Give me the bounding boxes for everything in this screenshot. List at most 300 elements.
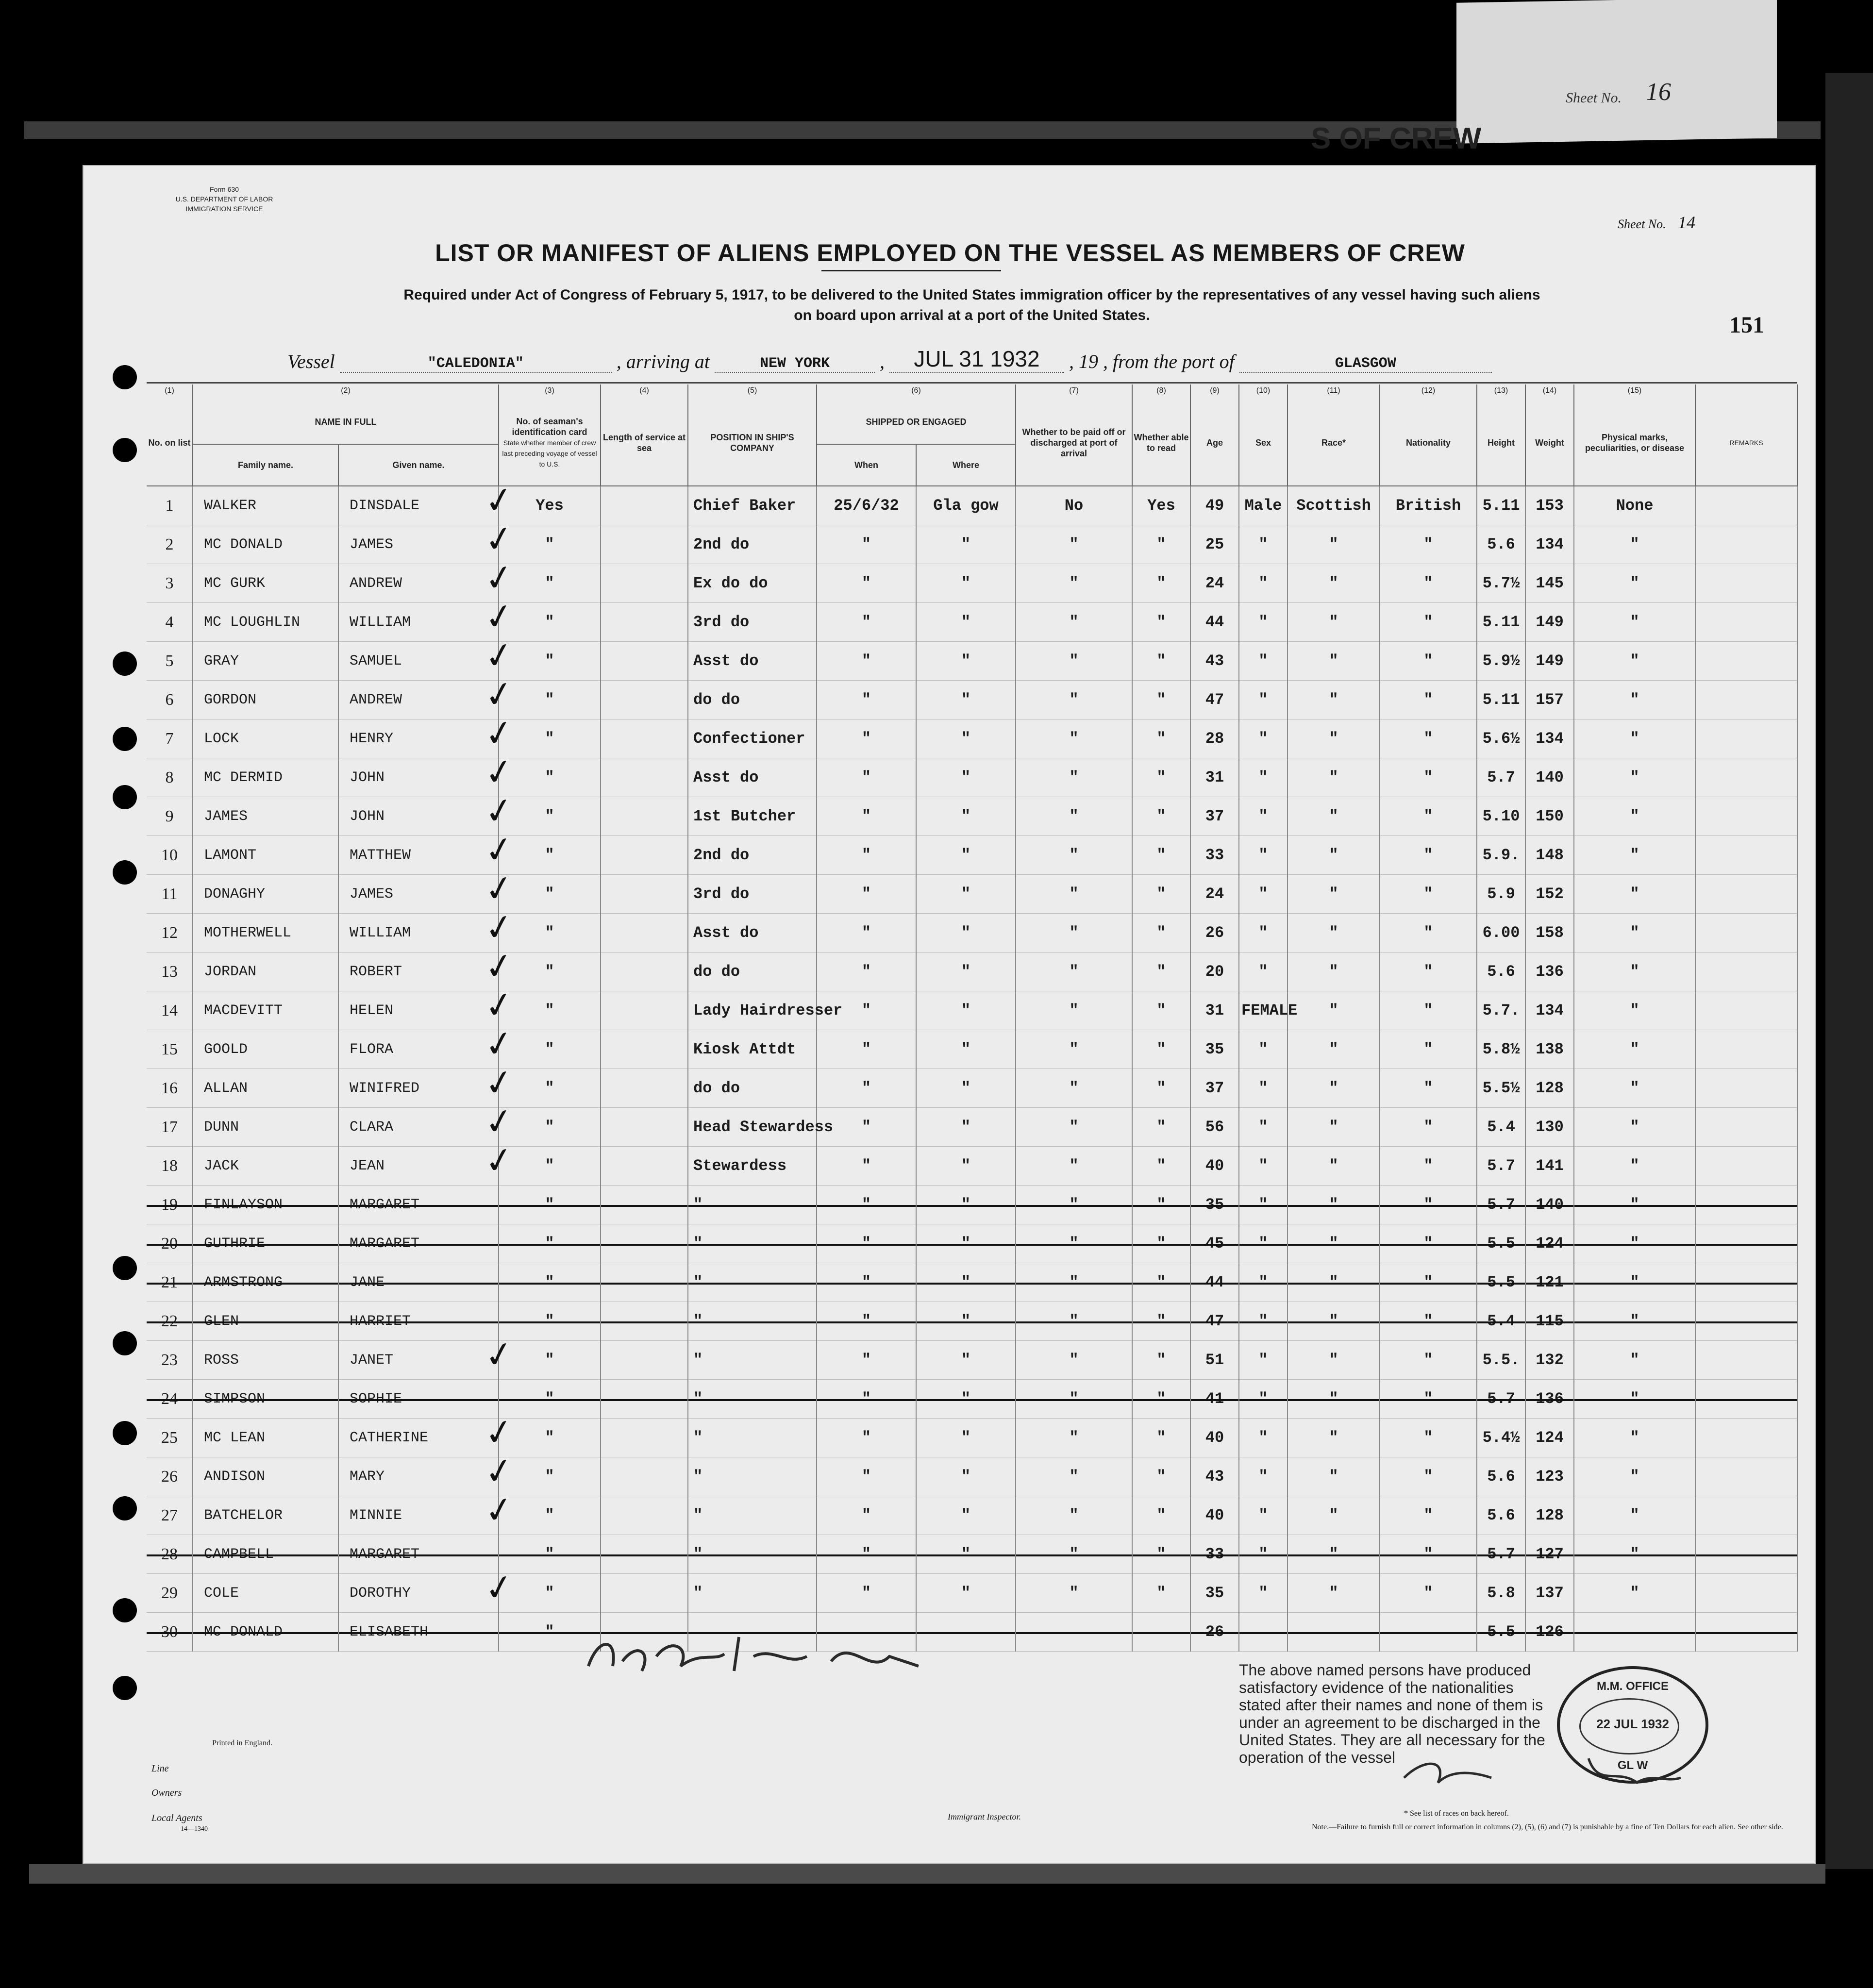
length-of-service-cell: [601, 952, 688, 991]
shipped-when-cell: ": [817, 914, 916, 952]
arrival-port: NEW YORK: [715, 355, 875, 373]
paid-off-cell: ": [1016, 1535, 1132, 1574]
shipped-when-cell: ": [817, 1341, 916, 1380]
shipped-when-cell: ": [817, 1302, 916, 1341]
table-row: [147, 1613, 1797, 1652]
length-of-service-cell: [601, 1574, 688, 1613]
family-name-cell: GOOLD: [193, 1030, 338, 1069]
age-cell: 43: [1190, 642, 1239, 681]
height-cell: 5.9½: [1477, 642, 1525, 681]
shipped-where-cell: ": [916, 952, 1016, 991]
physical-marks-cell: ": [1574, 836, 1695, 875]
age-cell: 35: [1190, 1574, 1239, 1613]
weight-cell: 148: [1525, 836, 1574, 875]
back-sheet-label: Sheet No.: [1566, 90, 1622, 106]
age-cell: 40: [1190, 1496, 1239, 1535]
seaman-card-cell: ": [499, 1186, 601, 1224]
race-cell: ": [1288, 1147, 1380, 1186]
seaman-card-cell: [481, 788, 601, 836]
header-position: POSITION IN SHIP'S COMPANY: [688, 400, 817, 486]
able-to-read-cell: ": [1132, 952, 1190, 991]
physical-marks-cell: ": [1574, 914, 1695, 952]
age-cell: 20: [1190, 952, 1239, 991]
background-strip: [29, 1864, 1825, 1884]
length-of-service-cell: [601, 1419, 688, 1457]
age-cell: 24: [1190, 875, 1239, 914]
row-number-cell: 17: [147, 1108, 193, 1147]
length-of-service-cell: [601, 1108, 688, 1147]
table-row: [147, 603, 1797, 642]
manifest-page: [83, 165, 1816, 1864]
physical-marks-cell: ": [1574, 1030, 1695, 1069]
physical-marks-cell: ": [1574, 758, 1695, 797]
checkmark-icon: ✓: [481, 827, 518, 872]
shipped-when-cell: ": [817, 564, 916, 603]
remarks-cell: [1695, 991, 1797, 1030]
sex-cell: Male: [1239, 486, 1288, 525]
physical-marks-cell: ": [1574, 1574, 1695, 1613]
race-cell: ": [1288, 1108, 1380, 1147]
checkmark-icon: ✓: [481, 904, 518, 950]
family-name-cell: MOTHERWELL: [193, 914, 338, 952]
shipped-where-cell: ": [916, 525, 1016, 564]
height-cell: 5.7: [1477, 1380, 1525, 1419]
paid-off-cell: ": [1016, 1496, 1132, 1535]
sex-cell: ": [1239, 1302, 1288, 1341]
weight-cell: 158: [1525, 914, 1574, 952]
seaman-card-title: No. of seaman's identification card: [512, 417, 587, 437]
punch-hole: [113, 365, 137, 389]
checkmark-icon: ✓: [481, 1487, 518, 1533]
header-length-of-service: Length of service at sea: [601, 400, 688, 486]
race-cell: ": [1288, 875, 1380, 914]
shipped-when-cell: ": [817, 603, 916, 642]
race-cell: ": [1288, 1535, 1380, 1574]
weight-cell: 138: [1525, 1030, 1574, 1069]
family-name-cell: JAMES: [193, 797, 338, 836]
paid-off-cell: ": [1016, 991, 1132, 1030]
header-weight: Weight: [1525, 400, 1574, 486]
header-race: Race*: [1288, 400, 1380, 486]
row-number-cell: 18: [147, 1147, 193, 1186]
given-name-cell: ELISABETH: [338, 1613, 499, 1652]
shipped-where-cell: Gla gow: [916, 486, 1016, 525]
weight-cell: 136: [1525, 952, 1574, 991]
height-cell: 5.4½: [1477, 1419, 1525, 1457]
family-name-cell: MC DONALD: [193, 1613, 338, 1652]
given-name-cell: JAMES: [338, 525, 499, 564]
sex-cell: ": [1239, 1574, 1288, 1613]
position-cell: ": [688, 1380, 817, 1419]
length-of-service-cell: [601, 1302, 688, 1341]
height-cell: 5.6: [1477, 525, 1525, 564]
length-of-service-cell: [601, 1380, 688, 1419]
able-to-read-cell: ": [1132, 719, 1190, 758]
paid-off-cell: ": [1016, 1302, 1132, 1341]
given-name-cell: JAMES: [338, 875, 499, 914]
age-cell: 45: [1190, 1224, 1239, 1263]
sheet-number: [1618, 212, 1695, 233]
position-cell: ": [688, 1263, 817, 1302]
remarks-cell: [1695, 525, 1797, 564]
remarks-cell: [1695, 1302, 1797, 1341]
paid-off-cell: ": [1016, 1108, 1132, 1147]
remarks-cell: [1695, 1069, 1797, 1108]
checkmark-icon: ✓: [481, 749, 518, 795]
weight-cell: 134: [1525, 991, 1574, 1030]
paid-off-cell: ": [1016, 1224, 1132, 1263]
shipped-where-cell: ": [916, 681, 1016, 719]
seaman-card-cell: [481, 1409, 601, 1457]
remarks-cell: [1695, 1457, 1797, 1496]
age-cell: 35: [1190, 1030, 1239, 1069]
position-cell: ": [688, 1457, 817, 1496]
paid-off-cell: ": [1016, 1263, 1132, 1302]
able-to-read-cell: ": [1132, 1302, 1190, 1341]
shipped-where-cell: ": [916, 836, 1016, 875]
remarks-cell: [1695, 1380, 1797, 1419]
arriving-label: , arriving at: [616, 351, 710, 372]
nationality-cell: ": [1380, 1069, 1477, 1108]
seaman-card-cell: [481, 477, 601, 525]
table-row: [147, 1186, 1797, 1224]
race-cell: ": [1288, 1380, 1380, 1419]
race-cell: ": [1288, 1419, 1380, 1457]
vessel-line: Vessel "CALEDONIA" , arriving at NEW YORK , JUL 31 1932 , 19 , from the port of GLASGOW: [287, 346, 1744, 373]
age-cell: 33: [1190, 1535, 1239, 1574]
remarks-cell: [1695, 1147, 1797, 1186]
col-num: (7): [1016, 384, 1132, 400]
table-row: [147, 1302, 1797, 1341]
physical-marks-cell: [1574, 1613, 1695, 1652]
punch-hole: [113, 1421, 137, 1445]
stamp-top-text: M.M. OFFICE: [1597, 1680, 1669, 1693]
checkmark-icon: ✓: [481, 1565, 518, 1610]
col-num: (5): [688, 384, 817, 400]
sex-cell: ": [1239, 642, 1288, 681]
checkmark-icon: ✓: [481, 516, 518, 562]
shipped-when-cell: ": [817, 1186, 916, 1224]
shipped-when-cell: ": [817, 836, 916, 875]
seaman-card-cell: ": [499, 1380, 601, 1419]
header-nationality: Nationality: [1380, 400, 1477, 486]
given-name-cell: DOROTHY: [338, 1574, 499, 1613]
page-subtitle: [317, 285, 1627, 326]
weight-cell: 126: [1525, 1613, 1574, 1652]
seaman-card-cell: [481, 749, 601, 797]
physical-marks-cell: ": [1574, 952, 1695, 991]
remarks-cell: [1695, 486, 1797, 525]
family-name-cell: LOCK: [193, 719, 338, 758]
given-name-cell: JOHN: [338, 758, 499, 797]
given-name-cell: MARY: [338, 1457, 499, 1496]
shipped-where-cell: ": [916, 642, 1016, 681]
shipped-when-cell: ": [817, 1069, 916, 1108]
length-of-service-cell: [601, 1224, 688, 1263]
seaman-card-cell: ": [499, 1613, 601, 1652]
race-cell: ": [1288, 1302, 1380, 1341]
given-name-cell: JOHN: [338, 797, 499, 836]
row-number-cell: 10: [147, 836, 193, 875]
sex-cell: ": [1239, 1457, 1288, 1496]
checkmark-icon: ✓: [481, 555, 518, 601]
paid-off-cell: ": [1016, 603, 1132, 642]
header-remarks: REMARKS: [1695, 400, 1797, 486]
able-to-read-cell: ": [1132, 603, 1190, 642]
col-num: (11): [1288, 384, 1380, 400]
paid-off-cell: No: [1016, 486, 1132, 525]
paid-off-cell: ": [1016, 719, 1132, 758]
able-to-read-cell: ": [1132, 836, 1190, 875]
column-header-row: [147, 400, 1797, 444]
nationality-cell: ": [1380, 952, 1477, 991]
remarks-cell: [1695, 719, 1797, 758]
row-number-cell: 11: [147, 875, 193, 914]
seaman-card-cell: [481, 1487, 601, 1535]
nationality-cell: ": [1380, 1457, 1477, 1496]
punch-hole: [113, 1676, 137, 1700]
header-height: Height: [1477, 400, 1525, 486]
header-paid-off: Whether to be paid off or discharged at port of arrival: [1016, 400, 1132, 486]
seaman-card-cell: [481, 943, 601, 991]
weight-cell: 127: [1525, 1535, 1574, 1574]
seaman-card-value: ": [545, 1040, 554, 1058]
length-of-service-cell: [601, 1069, 688, 1108]
column-number-row: [147, 384, 1797, 400]
family-name-cell: COLE: [193, 1574, 338, 1613]
weight-cell: 137: [1525, 1574, 1574, 1613]
family-name-cell: GRAY: [193, 642, 338, 681]
inspector-label: Immigrant Inspector.: [948, 1812, 1021, 1821]
age-cell: 37: [1190, 797, 1239, 836]
table-row: [147, 681, 1797, 719]
remarks-cell: [1695, 1108, 1797, 1147]
seaman-card-value: ": [545, 730, 554, 748]
penalty-note: Note.—Failure to furnish full or correct information in columns (2), (5), (6) and (7) is punishable by a fine of Ten Dollars for each alien. See other side.: [1312, 1823, 1783, 1831]
physical-marks-cell: ": [1574, 875, 1695, 914]
nationality-cell: ": [1380, 1263, 1477, 1302]
given-name-cell: JANET: [338, 1341, 499, 1380]
length-of-service-cell: [601, 1186, 688, 1224]
shipped-where-cell: ": [916, 1263, 1016, 1302]
header-able-to-read: Whether able to read: [1132, 400, 1190, 486]
given-name-cell: ANDREW: [338, 564, 499, 603]
inspector-signature: [579, 1608, 967, 1695]
family-name-cell: JACK: [193, 1147, 338, 1186]
nationality-cell: ": [1380, 603, 1477, 642]
weight-cell: 149: [1525, 642, 1574, 681]
shipped-when-cell: ": [817, 642, 916, 681]
position-cell: do do: [688, 681, 817, 719]
row-number-cell: 14: [147, 991, 193, 1030]
given-name-cell: DINSDALE: [338, 486, 499, 525]
race-cell: ": [1288, 1224, 1380, 1263]
sex-cell: ": [1239, 1341, 1288, 1380]
shipped-where-cell: ": [916, 1574, 1016, 1613]
subtitle-line-2: on board upon arrival at a port of the United States.: [794, 307, 1150, 323]
sex-cell: ": [1239, 1224, 1288, 1263]
nationality-cell: [1380, 1613, 1477, 1652]
position-cell: ": [688, 1419, 817, 1457]
height-cell: 5.5½: [1477, 1069, 1525, 1108]
physical-marks-cell: ": [1574, 1224, 1695, 1263]
race-cell: ": [1288, 952, 1380, 991]
seaman-card-value: ": [545, 885, 554, 903]
age-cell: 43: [1190, 1457, 1239, 1496]
col-num: (14): [1525, 384, 1574, 400]
nationality-cell: ": [1380, 797, 1477, 836]
row-number-cell: 22: [147, 1302, 193, 1341]
able-to-read-cell: ": [1132, 1263, 1190, 1302]
table-row: [147, 1263, 1797, 1302]
physical-marks-cell: ": [1574, 991, 1695, 1030]
race-cell: ": [1288, 564, 1380, 603]
remarks-cell: [1695, 1535, 1797, 1574]
sex-cell: ": [1239, 719, 1288, 758]
row-number-cell: 5: [147, 642, 193, 681]
table-row: [147, 1069, 1797, 1108]
header-no-on-list: No. on list: [147, 400, 193, 486]
stamp-bottom-text: GL W: [1617, 1759, 1648, 1772]
paid-off-cell: ": [1016, 564, 1132, 603]
nationality-cell: ": [1380, 1574, 1477, 1613]
able-to-read-cell: ": [1132, 875, 1190, 914]
paid-off-cell: ": [1016, 758, 1132, 797]
checkmark-icon: ✓: [481, 1332, 518, 1377]
given-name-cell: JANE: [338, 1263, 499, 1302]
shipped-when-cell: ": [817, 1496, 916, 1535]
seaman-card-cell: [481, 827, 601, 875]
height-cell: 5.6: [1477, 1457, 1525, 1496]
length-of-service-cell: [601, 875, 688, 914]
seaman-card-value: ": [545, 846, 554, 864]
family-name-cell: MC GURK: [193, 564, 338, 603]
row-number-cell: 8: [147, 758, 193, 797]
family-name-cell: LAMONT: [193, 836, 338, 875]
able-to-read-cell: [1132, 1613, 1190, 1652]
family-name-cell: CAMPBELL: [193, 1535, 338, 1574]
seaman-card-value: ": [545, 1118, 554, 1136]
nationality-cell: ": [1380, 719, 1477, 758]
table-row: [147, 642, 1797, 681]
shipped-where-cell: ": [916, 1108, 1016, 1147]
table-row: [147, 1535, 1797, 1574]
seaman-card-value: ": [545, 652, 554, 670]
paid-off-cell: [1016, 1613, 1132, 1652]
age-cell: 31: [1190, 991, 1239, 1030]
length-of-service-cell: [601, 603, 688, 642]
seaman-card-value: ": [545, 768, 554, 786]
nationality-cell: ": [1380, 1147, 1477, 1186]
table-row: [147, 1496, 1797, 1535]
physical-marks-cell: ": [1574, 642, 1695, 681]
seaman-card-value: ": [545, 1506, 554, 1524]
race-cell: ": [1288, 603, 1380, 642]
table-row: [147, 758, 1797, 797]
race-cell: ": [1288, 914, 1380, 952]
remarks-cell: [1695, 1574, 1797, 1613]
paid-off-cell: ": [1016, 1069, 1132, 1108]
agents-label: Local Agents: [151, 1813, 202, 1823]
position-cell: do do: [688, 1069, 817, 1108]
family-name-cell: GUTHRIE: [193, 1224, 338, 1263]
nationality-cell: ": [1380, 1535, 1477, 1574]
punch-hole: [113, 860, 137, 885]
checkmark-icon: ✓: [481, 710, 518, 756]
weight-cell: 157: [1525, 681, 1574, 719]
line-label: Line: [151, 1763, 169, 1774]
row-number-cell: 16: [147, 1069, 193, 1108]
header-when: When: [817, 444, 916, 486]
race-cell: ": [1288, 1030, 1380, 1069]
table-row: [147, 875, 1797, 914]
family-name-cell: ARMSTRONG: [193, 1263, 338, 1302]
nationality-cell: ": [1380, 1186, 1477, 1224]
nationality-cell: ": [1380, 1302, 1477, 1341]
physical-marks-cell: ": [1574, 797, 1695, 836]
height-cell: 5.5: [1477, 1224, 1525, 1263]
physical-marks-cell: ": [1574, 1457, 1695, 1496]
able-to-read-cell: ": [1132, 681, 1190, 719]
age-cell: 33: [1190, 836, 1239, 875]
shipped-where-cell: ": [916, 1186, 1016, 1224]
punch-hole: [113, 727, 137, 751]
able-to-read-cell: ": [1132, 642, 1190, 681]
family-name-cell: WALKER: [193, 486, 338, 525]
table-row: [147, 1147, 1797, 1186]
agents-code: 14—1340: [181, 1825, 208, 1833]
age-cell: 26: [1190, 1613, 1239, 1652]
given-name-cell: JEAN: [338, 1147, 499, 1186]
row-number-cell: 7: [147, 719, 193, 758]
race-cell: ": [1288, 1341, 1380, 1380]
table-row: [147, 564, 1797, 603]
paid-off-cell: ": [1016, 1574, 1132, 1613]
vessel-label: Vessel: [287, 351, 335, 372]
checkmark-icon: ✓: [481, 866, 518, 911]
shipped-where-cell: ": [916, 1535, 1016, 1574]
physical-marks-cell: ": [1574, 1341, 1695, 1380]
able-to-read-cell: ": [1132, 914, 1190, 952]
given-name-cell: FLORA: [338, 1030, 499, 1069]
race-cell: ": [1288, 525, 1380, 564]
punch-hole: [113, 1598, 137, 1622]
printed-note: Printed in England.: [212, 1739, 272, 1747]
family-name-cell: ANDISON: [193, 1457, 338, 1496]
position-cell: Asst do: [688, 642, 817, 681]
punch-hole: [113, 1496, 137, 1520]
remarks-cell: [1695, 1496, 1797, 1535]
sex-cell: ": [1239, 564, 1288, 603]
table-row: [147, 1457, 1797, 1496]
seaman-card-cell: ": [499, 1263, 601, 1302]
length-of-service-cell: [601, 1030, 688, 1069]
able-to-read-cell: ": [1132, 1457, 1190, 1496]
seaman-card-cell: [481, 1099, 601, 1147]
given-name-cell: HENRY: [338, 719, 499, 758]
seaman-card-value: ": [545, 1002, 554, 1019]
able-to-read-cell: ": [1132, 1341, 1190, 1380]
length-of-service-cell: [601, 525, 688, 564]
from-port: GLASGOW: [1239, 355, 1492, 373]
weight-cell: 140: [1525, 758, 1574, 797]
family-name-cell: SIMPSON: [193, 1380, 338, 1419]
sex-cell: ": [1239, 1380, 1288, 1419]
shipped-when-cell: ": [817, 1457, 916, 1496]
shipped-when-cell: ": [817, 1574, 916, 1613]
physical-marks-cell: ": [1574, 1419, 1695, 1457]
punch-hole: [113, 1331, 137, 1355]
